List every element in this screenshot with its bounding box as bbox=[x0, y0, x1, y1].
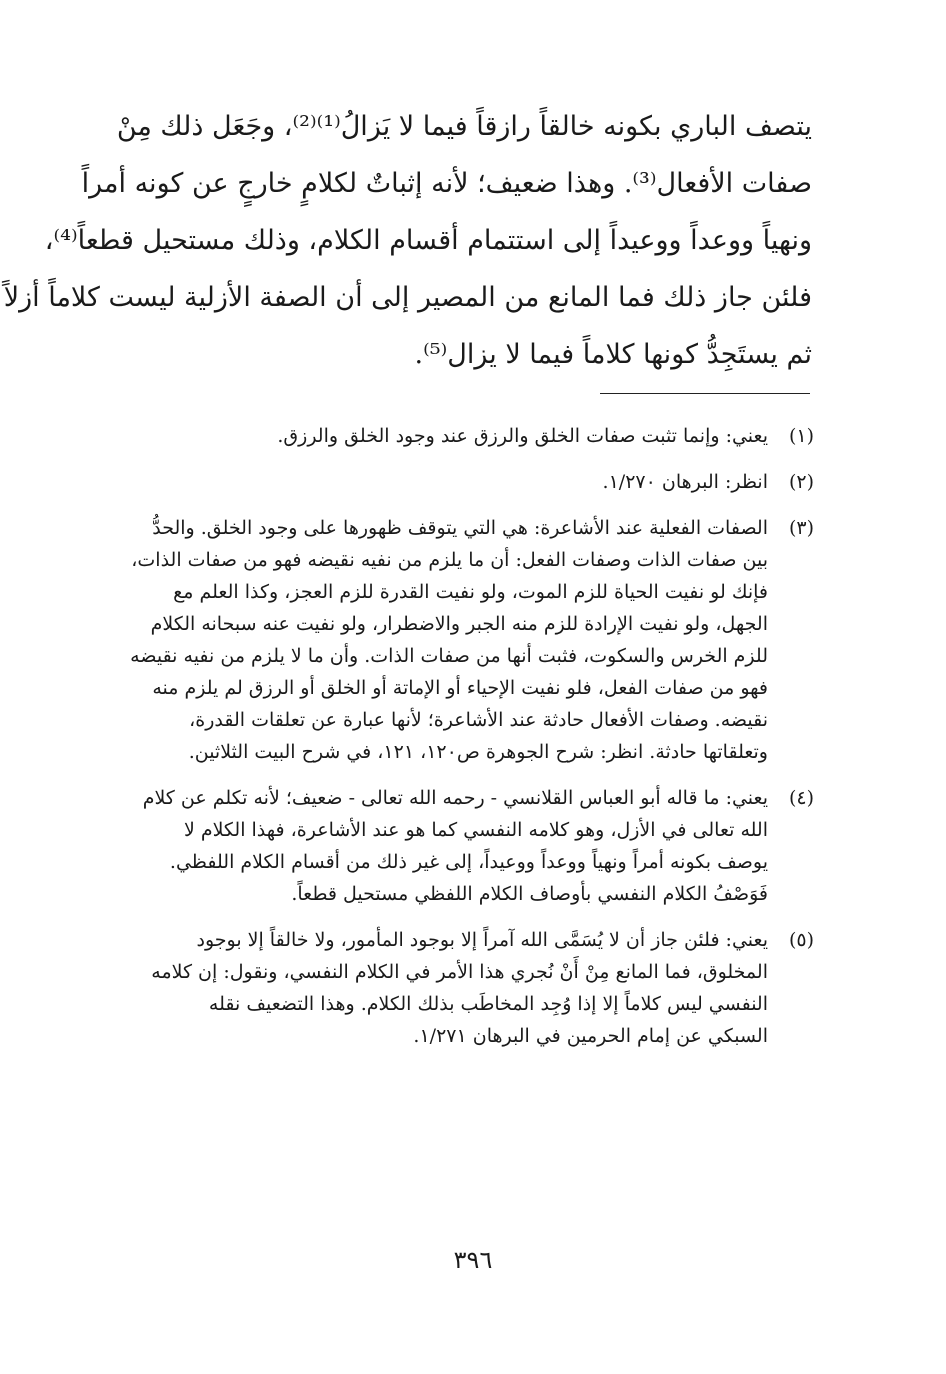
footnote-line: يوصف بكونه أمراً ونهياً ووعداً ووعيداً، إلى غير ذلك من أقسام الكلام اللفظي. bbox=[169, 851, 768, 873]
main-text-line: فلئن جاز ذلك فما المانع من المصير إلى أن الصفة الأزلية ليست كلاماً أزلاً bbox=[3, 282, 812, 313]
footnote-number: (٢) bbox=[788, 471, 814, 493]
footnote-text: يعني: ما قاله أبو العباس القلانسي - رحمه الله تعالى - ضعيف؛ لأنه تكلم عن كلام bbox=[142, 787, 768, 809]
footnote-number: (٥) bbox=[788, 929, 814, 951]
footnotes bbox=[108, 420, 814, 1066]
footnote-text: انظر: البرهان ١/٢٧٠. bbox=[602, 471, 768, 493]
footnote bbox=[108, 466, 814, 498]
footnote-line: بين صفات الذات وصفات الفعل: أن ما يلزم من نفيه نقيضه فهو من صفات الذات، bbox=[131, 549, 768, 571]
footnote-line: للزم الخرس والسكوت، فثبت أنها من صفات الذات. وأن ما لا يلزم من نفيه نقيضه bbox=[130, 645, 768, 667]
footnote-line: الجهل، ولو نفيت الإرادة للزم منه الجبر والاضطرار، ولو نفيت عنه سبحانه الكلام bbox=[150, 613, 768, 635]
footnote-line: وتعلقاتها حادثة. انظر: شرح الجوهرة ص١٢٠، ١٢١، في شرح البيت الثلاثين. bbox=[188, 741, 768, 763]
footnote-text: يعني: فلئن جاز أن لا يُسَمَّى الله آمراً إلا بوجود المأمور، ولا خالقاً إلا بوجود bbox=[196, 929, 768, 951]
footnote-line: نقيضه. وصفات الأفعال حادثة عند الأشاعرة؛ لأنها عبارة عن تعلقات القدرة، bbox=[189, 709, 768, 731]
footnote-line: السبكي عن إمام الحرمين في البرهان ١/٢٧١. bbox=[413, 1025, 768, 1047]
footnote-line: فَوَصْفُ الكلام النفسي بأوصاف الكلام اللفظي مستحيل قطعاً. bbox=[291, 883, 768, 905]
footnote bbox=[108, 420, 814, 452]
footnote-line bbox=[108, 512, 814, 544]
footnote-line bbox=[108, 420, 814, 452]
footnote-line bbox=[108, 466, 814, 498]
footnote-number: (٣) bbox=[788, 517, 814, 539]
main-paragraph bbox=[3, 98, 812, 383]
footnote bbox=[108, 782, 814, 910]
footnote-text: يعني: وإنما تثبت صفات الخلق والرزق عند وجود الخلق والرزق. bbox=[277, 425, 768, 447]
footnote-line: فإنك لو نفيت الحياة للزم الموت، ولو نفيت القدرة للزم العجز، وكذا العلم مع bbox=[173, 581, 768, 603]
footnote-number: (٤) bbox=[788, 787, 814, 809]
footnote-line bbox=[108, 782, 814, 814]
page-number: ٣٩٦ bbox=[453, 1246, 493, 1274]
footnote-line: المخلوق، فما المانع مِنْ أَنْ نُجري هذا الأمر في الكلام النفسي، ونقول: إن كلامه bbox=[151, 961, 768, 983]
main-text-line: صفات الأفعال⁽³⁾. وهذا ضعيف؛ لأنه إثباتٌ لكلامٍ خارجٍ عن كونه أمراً bbox=[81, 168, 812, 199]
footnote-line: النفسي ليس كلاماً إلا إذا وُجِد المخاطَب بذلك الكلام. وهذا التضعيف نقله bbox=[208, 993, 768, 1015]
footnote bbox=[108, 924, 814, 1052]
footnote-line: الله تعالى في الأزل، وهو كلامه النفسي كما هو عند الأشاعرة، فهذا الكلام لا bbox=[183, 819, 768, 841]
main-text-line: ثم يستَجِدُّ كونها كلاماً فيما لا يزال⁽⁵⁾. bbox=[414, 339, 812, 370]
footnote-line: فهو من صفات الفعل، فلو نفيت الإحياء أو الإماتة أو الخلق أو الرزق لم يلزم منه bbox=[152, 677, 768, 699]
footnote-line bbox=[108, 924, 814, 956]
main-text-line: ونهياً ووعداً ووعيداً إلى استتمام أقسام الكلام، وذلك مستحيل قطعاً⁽⁴⁾، bbox=[44, 225, 812, 256]
footnote-text: الصفات الفعلية عند الأشاعرة: هي التي يتوقف ظهورها على وجود الخلق. والحدُّ bbox=[152, 517, 768, 539]
main-text-line: يتصف الباري بكونه خالقاً رازقاً فيما لا يَزالُ⁽¹⁾⁽²⁾، وجَعَل ذلك مِنْ bbox=[116, 111, 812, 142]
footnote-number: (١) bbox=[788, 425, 814, 447]
footnote-separator bbox=[600, 393, 810, 394]
footnote bbox=[108, 512, 814, 768]
